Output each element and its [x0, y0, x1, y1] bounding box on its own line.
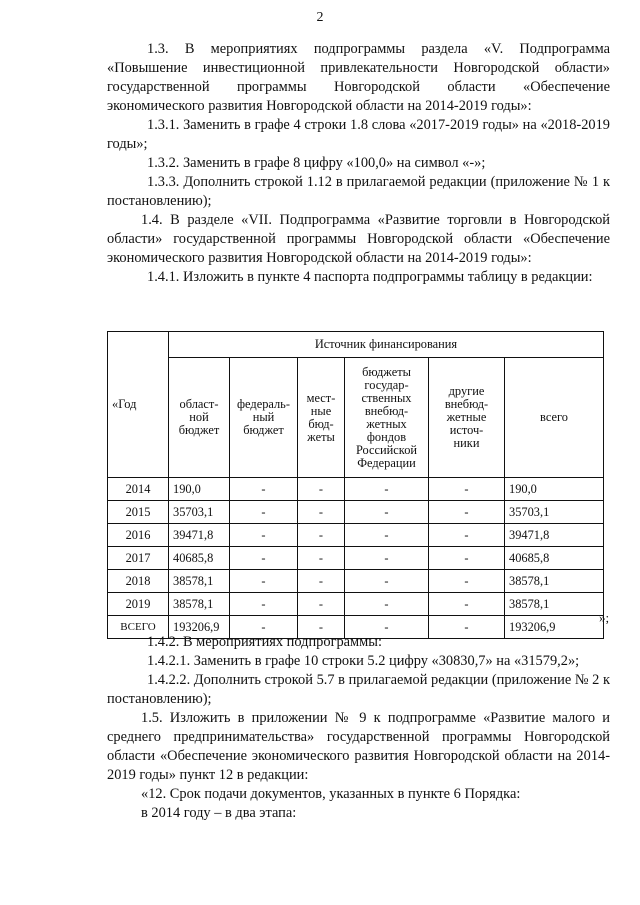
total-cell: 38578,1 — [505, 570, 604, 593]
paragraph-1-4-2: 1.4.2. В мероприятиях подпрограммы: — [147, 634, 382, 650]
funds-cell: - — [345, 478, 429, 501]
year-cell: 2017 — [108, 547, 169, 570]
year-cell: 2014 — [108, 478, 169, 501]
oblast-cell: 193206,9 — [169, 616, 230, 639]
funds-cell: - — [345, 501, 429, 524]
col-header-other: другие внебюд- жетные источ- ники — [429, 358, 505, 478]
year-cell: 2016 — [108, 524, 169, 547]
total-cell: 35703,1 — [505, 501, 604, 524]
funds-cell: - — [345, 593, 429, 616]
document-body-bottom — [107, 633, 610, 823]
oblast-cell: 35703,1 — [169, 501, 230, 524]
paragraph-1-3: 1.3. В мероприятиях подпрограммы раздела «V. Подпрограмма «Повышение инвестиционной привлекательности Новгородской области» государственной программы Новгородской области «Обеспечение экономического развития Новгородской области на 2014-2019 годы»: — [107, 41, 610, 114]
table-row — [108, 501, 604, 524]
table-closing-quote: »; — [599, 610, 610, 625]
total-cell: 38578,1 — [505, 593, 604, 616]
local-cell: - — [298, 478, 345, 501]
document-body-top — [107, 40, 610, 287]
local-cell: - — [298, 501, 345, 524]
local-cell: - — [298, 593, 345, 616]
funds-cell: - — [345, 616, 429, 639]
paragraph-1-4-1: 1.4.1. Изложить в пункте 4 паспорта подпрограммы таблицу в редакции: — [147, 269, 593, 285]
federal-cell: - — [230, 501, 298, 524]
oblast-cell: 190,0 — [169, 478, 230, 501]
other-cell: - — [429, 570, 505, 593]
local-cell: - — [298, 547, 345, 570]
oblast-cell: 38578,1 — [169, 593, 230, 616]
oblast-cell: 40685,8 — [169, 547, 230, 570]
year-header: «Год — [108, 332, 169, 478]
paragraph-1-3-3: 1.3.3. Дополнить строкой 1.12 в прилагаемой редакции (приложение № 1 к постановлению); — [107, 174, 610, 209]
paragraph-12: «12. Срок подачи документов, указанных в пункте 6 Порядка: — [141, 786, 521, 802]
local-cell: - — [298, 570, 345, 593]
funds-cell: - — [345, 570, 429, 593]
other-cell: - — [429, 593, 505, 616]
col-header-local: мест- ные бюд- жеты — [298, 358, 345, 478]
col-header-total: всего — [505, 358, 604, 478]
total-cell: 39471,8 — [505, 524, 604, 547]
other-cell: - — [429, 616, 505, 639]
federal-cell: - — [230, 478, 298, 501]
paragraph-1-4-2-2: 1.4.2.2. Дополнить строкой 5.7 в прилагаемой редакции (приложение № 2 к постановлению); — [107, 672, 610, 707]
paragraph-2014: в 2014 году – в два этапа: — [141, 805, 297, 821]
funds-cell: - — [345, 524, 429, 547]
total-cell: 40685,8 — [505, 547, 604, 570]
year-cell: 2018 — [108, 570, 169, 593]
financing-source-header: Источник финансирования — [169, 332, 604, 358]
col-header-funds: бюджеты государ- ственных внебюд- жетных фондов Российской Федерации — [345, 358, 429, 478]
table-row — [108, 547, 604, 570]
other-cell: - — [429, 478, 505, 501]
table-row — [108, 524, 604, 547]
federal-cell: - — [230, 524, 298, 547]
page-number: 2 — [316, 10, 324, 25]
funds-cell: - — [345, 547, 429, 570]
col-header-federal: федераль- ный бюджет — [230, 358, 298, 478]
year-cell: 2015 — [108, 501, 169, 524]
other-cell: - — [429, 501, 505, 524]
table-row — [108, 593, 604, 616]
oblast-cell: 39471,8 — [169, 524, 230, 547]
federal-cell: - — [230, 547, 298, 570]
financing-table — [107, 331, 604, 639]
year-cell: ВСЕГО — [108, 616, 169, 639]
local-cell: - — [298, 616, 345, 639]
federal-cell: - — [230, 593, 298, 616]
table-row — [108, 570, 604, 593]
other-cell: - — [429, 524, 505, 547]
col-header-oblast: област- ной бюджет — [169, 358, 230, 478]
local-cell: - — [298, 524, 345, 547]
federal-cell: - — [230, 570, 298, 593]
paragraph-1-5: 1.5. Изложить в приложении № 9 к подпрограмме «Развитие малого и среднего предпринимательства» государственной программы Новгородской области «Обеспечение экономического развития Новгородской области на 2014-2019 годы» пункт 12 в редакции: — [107, 710, 610, 783]
total-cell: 193206,9 — [505, 616, 604, 639]
paragraph-1-4: 1.4. В разделе «VII. Подпрограмма «Развитие торговли в Новгородской области» государственной программы Новгородской области «Обеспечение экономического развития Новгородской области на 2014-2019 годы»: — [107, 212, 610, 266]
total-cell: 190,0 — [505, 478, 604, 501]
paragraph-1-4-2-1: 1.4.2.1. Заменить в графе 10 строки 5.2 цифру «30830,7» на «31579,2»; — [147, 653, 580, 669]
paragraph-1-3-1: 1.3.1. Заменить в графе 4 строки 1.8 слова «2017-2019 годы» на «2018-2019 годы»; — [107, 117, 610, 152]
federal-cell: - — [230, 616, 298, 639]
oblast-cell: 38578,1 — [169, 570, 230, 593]
other-cell: - — [429, 547, 505, 570]
year-cell: 2019 — [108, 593, 169, 616]
paragraph-1-3-2: 1.3.2. Заменить в графе 8 цифру «100,0» на символ «-»; — [147, 155, 486, 171]
table-row — [108, 478, 604, 501]
